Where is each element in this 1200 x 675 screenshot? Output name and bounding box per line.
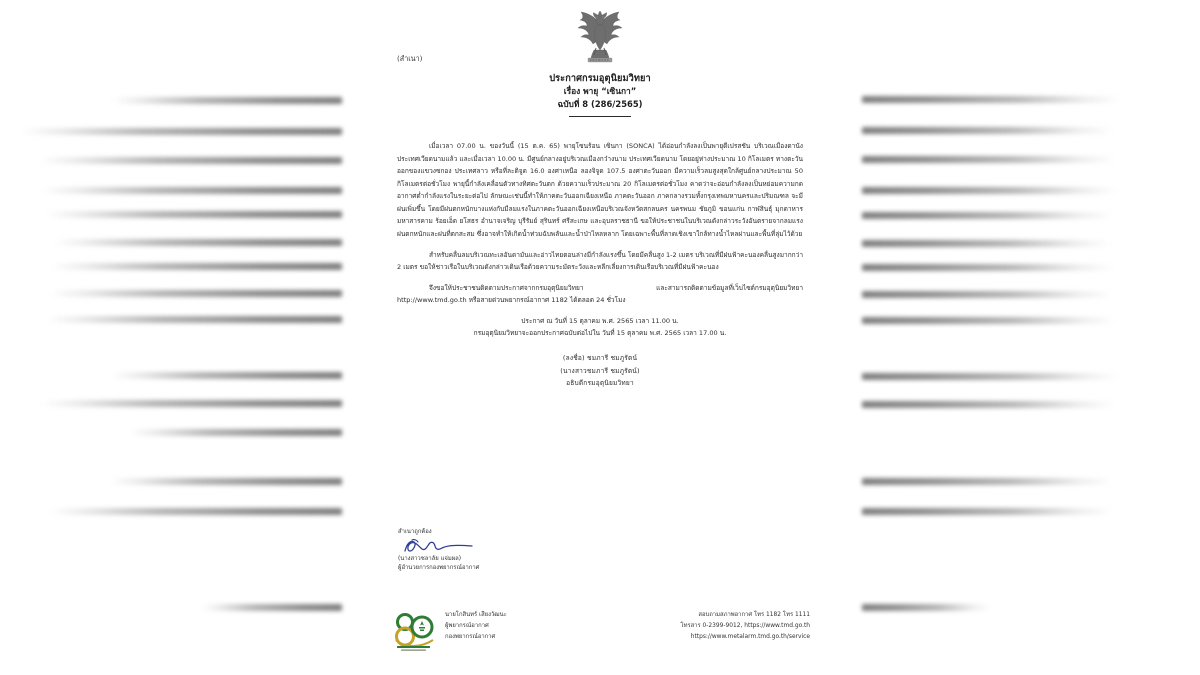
signer-signed-line: (ลงชื่อ) ชมภารี ชมภูรัตน์ [562,353,638,362]
footer-phone-line: สอบถามสภาพอากาศ โทร 1182 โทร 1111 [698,612,810,618]
signer-name: (นางสาวชมภารี ชมภูรัตน์) [560,366,640,375]
blurred-text-line [862,212,1112,219]
blurred-text-line [42,400,342,407]
blurred-text-line [862,127,1112,134]
blurred-text-line [862,187,1118,194]
page-title: ประกาศกรมอุตุนิยมวิทยา [549,73,651,84]
tmd-80th-anniversary-logo [393,609,439,653]
body-paragraph-1 [397,140,803,241]
blurred-text-line [862,96,1120,103]
certified-copy-name: (นางสาวชลาลัย แจ่มผล) [398,556,462,563]
blurred-text-line [22,128,342,135]
document-subject: เรื่อง พายุ “เซินกา” [563,86,637,97]
emblem-container [390,8,810,68]
blurred-text-line [52,263,342,270]
paragraph-text: เมื่อเวลา 07.00 น. ของวันนี้ (15 ต.ค. 65) พายุโซนร้อน เซินกา (SONCA) ได้อ่อนกำลังลงเป็นพายุดีเปรสชัน บริเวณเมืองดานัง ประเทศเวียดนามแล้ว และเมื่อเวลา 10.00 น. มีศูนย์กลางอยู่บริเวณเมืองกว๋างนาม ประเทศเวียดนาม โดยอยู่ห่างประมาณ 10 กิโลเมตร ทางตะวันออกของแขวงซกอง ประเทศลาว หรือที่ละติจูด 16.0 องศาเหนือ ลองจิจูด 107.5 องศาตะวันออก มีความเร็วลมสูงสุดใกล้ศูนย์กลางประมาณ 50 กิโลเมตรต่อชั่วโมง พายุนี้กำลังเคลื่อนตัวทางทิศตะวันตก ด้วยความเร็วประมาณ 20 กิโลเมตรต่อชั่วโมง คาดว่าจะอ่อนกำลังลงเป็นหย่อมความกดอากาศต่ำกำลังแรงในระยะต่อไป ลักษณะเช่นนี้ทำให้ภาคตะวันออกเฉียงเหนือ ภาคตะวันออก ภาคกลางรวมทั้งกรุงเทพมหานครและปริมณฑล จะมีฝนเพิ่มขึ้น โดยมีฝนตกหนักบางแห่งกับมีลมแรงในภาคตะวันออกเฉียงเหนือบริเวณจังหวัดสกลนคร นครพนม ชัยภูมิ ขอนแก่น กาฬสินธุ์ มุกดาหาร มหาสารคาม ร้อยเอ็ด ยโสธร อำนาจเจริญ บุรีรัมย์ สุรินทร์ ศรีสะเกษ และอุบลราชธานี ขอให้ประชาชนในบริเวณดังกล่าวระวังอันตรายจากลมแรง ฝนตกหนักและฝนที่ตกสะสม ซึ่งอาจทำให้เกิดน้ำท่วมฉับพลันและน้ำป่าไหลหลาก โดยเฉพาะพื้นที่ลาดเชิงเขาใกล้ทางน้ำไหลผ่านและพื้นที่ลุ่มไว้ด้วย [397,142,803,238]
title-divider [569,116,631,117]
blurred-text-line [110,478,342,485]
copy-marker: (สำเนา) [397,54,423,63]
blurred-text-line [862,373,1118,380]
blurred-text-line [46,316,342,323]
footer-forecaster-name: นายโกสินทร์ เสียงวัฒนะ [445,612,507,618]
blurred-text-line [862,604,990,611]
blurred-text-line [862,317,1116,324]
blurred-text-line [130,429,342,436]
blurred-text-line [862,264,1112,271]
footer-forecaster-division: กองพยากรณ์อากาศ [445,633,496,640]
footer-right-contact [680,610,810,643]
issued-datetime: ประกาศ ณ วันที่ 15 ตุลาคม พ.ศ. 2565 เวลา 11.00 น. [521,316,679,325]
footer-fax-website-line[interactable]: โทรสาร 0-2399-9012, https://www.tmd.go.th [680,622,810,629]
certified-copy-position: ผู้อำนวยการกองพยากรณ์อากาศ [398,565,480,572]
blurred-text-line [112,97,342,104]
blurred-text-line [112,372,342,379]
title-block [390,72,810,117]
certified-copy-signature [400,538,496,555]
next-announcement-datetime: กรมอุตุนิยมวิทยาจะออกประกาศฉบับต่อไปใน วันที่ 15 ตุลาคม พ.ศ. 2565 เวลา 17.00 น. [473,329,727,338]
footer-left-text [445,610,507,643]
blurred-text-line [862,156,1114,163]
document-footer [390,606,810,664]
issue-dates-block [397,315,803,340]
blurred-text-line [50,508,342,515]
paragraph-text: สำหรับคลื่นลมบริเวณทะเลอันดามันและอ่าวไทยตอนล่างมีกำลังแรงขึ้น โดยมีคลื่นสูง 1-2 เมตร บริเวณที่มีฝนฟ้าคะนองคลื่นสูงมากกว่า 2 เมตร ขอให้ชาวเรือในบริเวณดังกล่าวเดินเรือด้วยความระมัดระวังและหลีกเลี่ยงการเดินเรือบริเวณที่มีฝนฟ้าคะนอง [397,250,803,272]
blurred-text-line [862,291,1112,298]
blurred-text-line [862,508,1112,515]
certified-copy-block [398,528,496,573]
paragraph-text: จึงขอให้ประชาชนติดตามประกาศจากกรมอุตุนิยมวิทยา และสามารถติดตามข้อมูลที่เว็บไซต์กรมอุตุนิยมวิทยา http://www.tmd.go.th หรือสายด่วนพยากรณ์อากาศ 1182 ได้ตลอด 24 ชั่วโมง [397,283,803,305]
blurred-text-line [862,478,1112,485]
blurred-text-line [862,240,1110,247]
certified-copy-label: สำเนาถูกต้อง [398,529,432,535]
footer-service-url[interactable]: https://www.metalarm.tmd.go.th/service [690,633,810,640]
footer-forecaster-role: ผู้พยากรณ์อากาศ [445,622,489,629]
blurred-text-line [862,401,1114,408]
document-issue-number: ฉบับที่ 8 (286/2565) [557,99,643,110]
blurred-text-column-right [800,0,1200,675]
blurred-text-line [202,604,342,611]
body-paragraph-3 [397,282,803,307]
blurred-text-line [40,157,342,164]
signature-block [397,352,803,390]
document-body [397,140,803,390]
announcement-document [390,0,810,675]
signer-position: อธิบดีกรมอุตุนิยมวิทยา [566,379,634,388]
blurred-text-line [50,290,342,297]
body-paragraph-2 [397,249,803,274]
garuda-emblem [574,8,626,64]
blurred-text-line [54,239,342,246]
blurred-text-line [46,211,342,218]
blurred-text-column-left [0,0,400,675]
blurred-text-line [42,187,342,194]
